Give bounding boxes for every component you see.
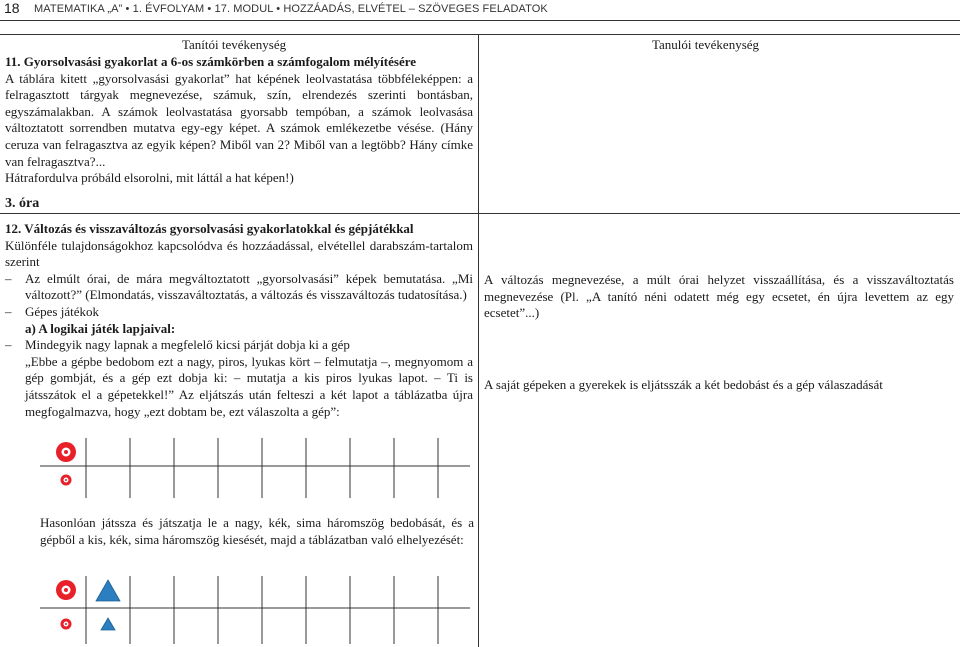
section-11 <box>5 54 473 187</box>
section-rule-top <box>0 34 960 35</box>
section-12-item-3: – Mindegyik nagy lapnak a megfelelő kicsi párját dobja ki a gép <box>5 337 473 354</box>
section-12-intro: Különféle tulajdonságokhoz kapcsolódva és hozzáadással, elvétellel darabszám-tartalom szerint <box>5 237 473 270</box>
lesson-label: 3. óra <box>5 196 40 211</box>
section-rule-mid <box>0 213 960 214</box>
section-11-title: 11. Gyorsolvasási gyakorlat a 6-os számkörben a számfogalom mélyítésére <box>5 54 417 69</box>
section-12-item-3-cont: „Ebbe a gépbe bedobom ezt a nagy, piros, lyukas kört – felmutatja –, megnyomom a gép gombját, és a gép ezt dobja ki: – mutatja a kis piros lyukas lapot. – Ti is játsszátok el a gépetekkel!” Az eljátszás után felteszi a két lapot a táblázatba újra megfogalmazva, hogy „ezt dobtam be, ezt válaszolta a gép”: <box>25 353 473 419</box>
column-divider <box>478 34 479 647</box>
student-note-1: A változás megnevezése, a múlt órai helyzet visszaállítása, és a visszaváltoztatás megnevezése (Pl. „A tanító néni odatett még egy ecsetet, én újra levettem az egy ecsetet”...) <box>484 272 954 321</box>
small-red-holed-circle-icon <box>61 475 72 486</box>
student-note-2: A saját gépeken a gyerekek is eljátsszák a két bedobást és a gép válaszadását <box>484 377 883 392</box>
big-red-holed-circle-icon <box>56 442 76 462</box>
section-11-last-line: Hátrafordulva próbáld elsorolni, mit láttál a hat képen!) <box>5 170 294 186</box>
section-12-sub-a: a) A logikai játék lapjaival: <box>25 320 176 336</box>
big-red-holed-circle-icon <box>56 580 76 600</box>
running-title: MATEMATIKA „A” • 1. ÉVFOLYAM • 17. MODUL • HOZZÁADÁS, ELVÉTEL – SZÖVEGES FELADATOK <box>34 3 548 15</box>
section-12-item-2: – Gépes játékok <box>5 304 473 321</box>
student-column-title: Tanulói tevékenység <box>652 37 760 52</box>
game-table-1 <box>40 432 470 500</box>
section-11-paragraph: A táblára kitett „gyorsolvasási gyakorlat” hat képének leolvastatása többféleképpen: a felragasztott tárgyak megnevezése, számuk, szín, elrendezés szerinti bontásban, egyszámalakban. A számok leolvastatása gyorsabb tempóban, a számok leolvasása változtatott sorrendben mutatva egy-egy képet. A számok emlékezetbe vésése. (Hány ceruza van felragasztva az egyik képen? Miből van 2? Miből van a legtöbb? Hány címke van felragasztva?... <box>5 70 473 169</box>
game-table-2 <box>40 572 470 647</box>
section-12-closing: Hasonlóan játssza és játszatja le a nagy, kék, sima háromszög bedobását, és a gépből a kis, kék, sima háromszög kiesését, majd a táblázatban való elhelyezését: <box>40 515 474 547</box>
small-red-holed-circle-icon <box>61 619 72 630</box>
page-number: 18 <box>4 0 20 16</box>
section-12 <box>5 221 473 420</box>
small-blue-triangle-icon <box>101 618 115 630</box>
section-12-title: 12. Változás és visszaváltozás gyorsolvasási gyakorlatokkal és gépjátékkal <box>5 221 414 236</box>
teacher-column-title: Tanítói tevékenység <box>182 37 287 52</box>
header-rule <box>0 20 960 21</box>
big-blue-triangle-icon <box>96 580 120 601</box>
section-12-item-1: – Az elmúlt órai, de mára megváltoztatott „gyorsolvasási” képek bemutatása. „Mi változott?” (Elmondatás, visszaváltoztatás, a változás és visszaváltozás tudatosítása.) <box>5 271 473 304</box>
